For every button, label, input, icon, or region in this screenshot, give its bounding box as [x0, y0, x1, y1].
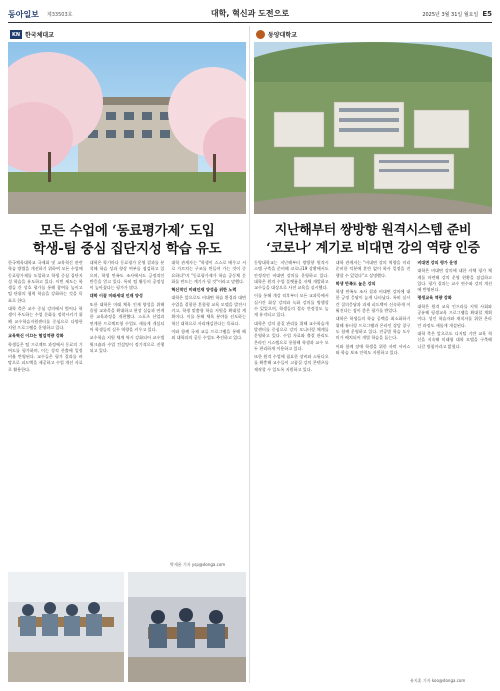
right-body-col-1: 동양대학교는 지난해부터 쌍방향 원격시스템 구축을 준비해 코로나19 상황에서도 안정적인 비대면 강의를 운영하고 있다. 대학은 원격 수업 플랫폼을 자체 개발하고 교수들을 대상으로 사전 교육을 실시했다. 이를 통해 개강 직후부터 모든 교과목에서 실시간 화상 강의와 녹화 강의를 병행할 수 있었으며, 학생들의 접속 안정성도 높게 유지되고 있다. 대학은 강의 품질 관리를 위해 교수학습개발센터를 중심으로 강의 모니터링 체계를 운영하고 있다. 수업 자료와 출결 관리도 온라인 시스템으로 통합해 학생과 교수 모두 편리하게 이용하고 있다. 또한 원격 수업에 필요한 장비와 스튜디오를 확충해 교수들이 고품질 강의 콘텐츠를 제작할 수 있도록 지원하고 있다. — [254, 260, 329, 372]
left-article-body — [8, 260, 246, 560]
left-body-col-1: 한국체육대학교 국제화 및 교육혁신 관련 학습 방법을 개선하기 위하여 모든 수업에 동료평가제를 도입하고 학생 중심 집단지성 학습을 유도하고 있다. 이번 제도는 학생들 간 상호 평가를 통해 참여를 높이고 팀 단위의 협력 학습을 강화하는 것을 목표로 한다. 대학 측은 교수 중심 강의에서 벗어나 학생이 주도하는 수업 문화를 정착시키기 위해 교수학습지원센터를 중심으로 다양한 지원 프로그램을 운영하고 있다. 교육혁신 이끄는 협업역량 강화 학생들은 팀 프로젝트 과정에서 동료의 기여도를 평가하며, 이는 성적 산출에 일정 비율 반영된다. 교수들은 평가 결과를 바탕으로 피드백을 제공하고 수업 개선 자료로 활용한다. — [8, 260, 83, 372]
issue-number: 제33503호 — [46, 11, 73, 18]
right-subhead-1: 학생 만족도 높은 강의 — [335, 280, 376, 286]
university-crest-icon: KN — [11, 31, 21, 38]
left-byline: 박세윤 기자 ysp@donga.com — [170, 562, 226, 567]
header-rule — [8, 22, 492, 23]
left-body-col-2: 대학은 학기마다 동료평가 운영 결과를 분석해 학습 성과 향상 여부를 점검하고 있으며, 학생 만족도 조사에서도 긍정적인 반응을 얻고 있다. 특히 팀 활동의 공정성이 높아졌다는 평가가 많다. 대학 이끌 미래세대 인재 양성 또한 대학은 미래 체육 인재 양성을 위해 융합 교과목을 확대하고 현장 실습과 연계한 교육과정을 개편했다. 스포츠 산업과 연계한 프로젝트형 수업도 새롭게 개설되어 학생들의 실무 역량을 키우고 있다. 교수학습 지원 체계 역시 강화되어 교수법 워크숍과 수업 컨설팅이 정기적으로 진행되고 있다. — [89, 260, 165, 353]
right-headline-sub: ‘코로나’ 계기로 비대면 강의 역량 인증 — [266, 241, 480, 256]
university-emblem-icon — [256, 30, 265, 39]
section-title: 대학, 혁신과 도전으로 — [210, 9, 290, 18]
left-university-logo — [10, 30, 54, 39]
left-subhead-3: 혁신적인 미래인재 양성을 위한 노력 — [171, 287, 237, 293]
left-body-col-3: 대학 관계자는 "학생이 스스로 배우고 서로 가르치는 구조를 만들어 가는 것이 중요하다"며 "동료평가제가 학습 공동체 문화를 만드는 계기가 될 것"이라고 말했다. 혁신적인 미래인재 양성을 위한 노력 대학은 앞으로도 비대면 학습 환경과 대면 수업을 결합한 혼합형 교육 모델을 발전시키고, 학생 맞춤형 학습 지원을 확대할 계획이다. 이를 통해 체육 분야를 선도하는 혁신 대학으로 자리매김한다는 목표다. 이와 함께 국제 교류 프로그램을 통해 해외 대학과의 공동 수업도 추진하고 있다. — [171, 260, 246, 341]
left-campus-photo — [8, 42, 246, 214]
left-classroom-photo-2 — [128, 572, 246, 682]
right-subhead-3: 평생교육 역량 강화 — [417, 295, 452, 301]
column-divider — [249, 26, 250, 683]
right-byline: 유지훈 기자 koo@donga.com — [410, 678, 466, 683]
right-article-body — [254, 260, 492, 676]
page-number: E5 — [482, 10, 492, 18]
masthead: 동아일보 — [8, 8, 39, 19]
page-header — [8, 8, 492, 20]
left-subhead-2: 대학 이끌 미래세대 인재 양성 — [89, 293, 143, 299]
right-body-col-3: 비대면 강의 평가 운영 대학은 비대면 강의에 대한 자체 평가 체계를 마련해 강의 운영 현황을 점검하고 있다. 평가 결과는 교수 연수와 강의 개선에 반영된다. 평생교육 역량 강화 대학은 원격 교육 인프라를 지역 사회와 공유해 평생교육 프로그램을 확대할 계획이다. 성인 학습자와 재직자를 위한 온라인 과정도 새롭게 개설된다. 대학 측은 앞으로도 디지털 기반 교육 혁신을 지속해 미래형 대학 모델을 구축해 나갈 방침이라고 밝혔다. — [417, 260, 492, 349]
left-headline-sub: 학생-팀 중심 집단지성 학습 유도 — [32, 241, 222, 257]
right-headline-block — [254, 219, 492, 259]
left-logo-text: 한국체대교 — [25, 32, 54, 39]
right-body-col-2: 대학 관계자는 "비대면 강의 역량을 미리 준비한 덕분에 혼란 없이 학사 일정을 진행할 수 있었다"고 설명했다. 학생 만족도 높은 강의 학생 만족도 조사 결과 비대면 강의에 대한 긍정 응답이 높게 나타났다. 특히 실시간 질의응답과 과제 피드백이 신속하게 이뤄진다는 점이 좋은 평가를 받았다. 대학은 학생들의 학습 공백을 최소화하기 위해 튜터링 프로그램과 온라인 상담 창구도 함께 운영하고 있다. 전공별 학습 도우미가 배치되어 개별 학습을 돕는다. 이와 함께 장애 학생을 위한 자막 서비스와 학습 보조 인력도 지원하고 있다. — [335, 260, 411, 355]
right-headline-main: 지난해부터 쌍방향 원격시스템 준비 — [274, 223, 472, 238]
right-university-logo — [256, 30, 297, 39]
left-classroom-photo-1 — [8, 572, 124, 682]
left-headline-block — [8, 219, 246, 259]
left-subhead-1: 교육혁신 이끄는 협업역량 강화 — [8, 333, 64, 339]
left-headline-main: 모든 수업에 ‘동료평가제’ 도입 — [39, 223, 215, 239]
right-logo-text: 동양대학교 — [268, 32, 297, 39]
right-subhead-2: 비대면 강의 평가 운영 — [417, 260, 458, 265]
right-campus-photo — [254, 42, 492, 214]
issue-date: 2025년 3월 31일 월요일 — [422, 11, 479, 18]
